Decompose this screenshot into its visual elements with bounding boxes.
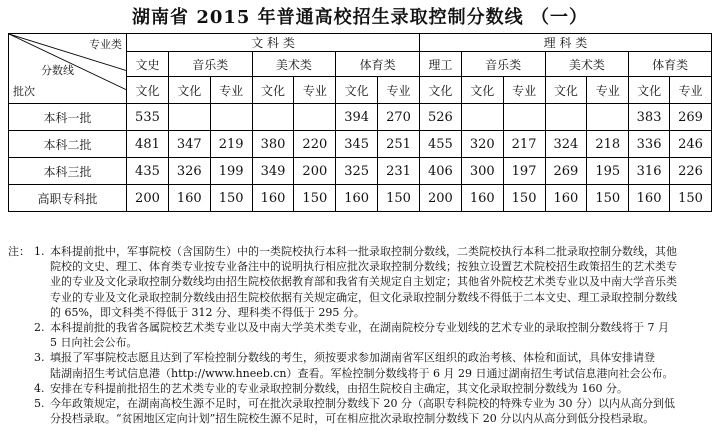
score-cell [503, 104, 545, 131]
note-number: 4. [34, 381, 45, 395]
subheader-cell: 文化 [127, 77, 169, 104]
note-line: 专业的专业及文化录取控制分数线由招生院校依据有关规定确定，但文化录取控制分数线不得低于二本文史、理工录取控制分数线 [50, 290, 677, 304]
score-cell [587, 104, 629, 131]
corner-label-major: 专业类 [89, 38, 123, 51]
note-number: 1. [34, 245, 45, 258]
score-cell: 218 [587, 131, 629, 158]
score-cell: 481 [127, 131, 169, 158]
score-cell: 383 [629, 104, 670, 131]
batch-label: 本科一批 [9, 104, 127, 131]
score-cell: 526 [419, 104, 461, 131]
category-header: 体育类 [629, 52, 712, 77]
score-cell: 200 [419, 185, 461, 212]
note-line: 的 65%，即文科类不得低于 312 分、理科类不得低于 295 分。 [50, 305, 365, 319]
score-cell: 455 [419, 131, 461, 158]
score-cell: 200 [294, 158, 336, 185]
batch-label: 本科二批 [9, 131, 127, 158]
score-cell: 349 [252, 158, 294, 185]
note-line: 5 日向社会公布。 [50, 336, 138, 350]
score-cell [294, 104, 336, 131]
note-number: 3. [34, 351, 45, 365]
score-cell: 199 [210, 158, 252, 185]
subheader-cell: 专业 [294, 77, 336, 104]
table-row [9, 185, 712, 212]
group-header-wen: 文 科 类 [127, 34, 420, 52]
subheader-cell: 文化 [252, 77, 294, 104]
note-line: 分投档录取。“贫困地区定向计划”招生院校生源不足时，可在相应批次录取控制分数线下 20 分以内从高分到低分投档录取。 [50, 412, 655, 426]
page-title: 湖南省 2015 年普通高校招生录取控制分数线 （一） [132, 7, 588, 28]
note-line: 陆湖南招生考试信息港（http://www.hneeb.cn）查看。军检控制分数线将于 6 月 29 日通过湖南招生考试信息港向社会公布。 [50, 366, 674, 380]
score-cell [252, 104, 294, 131]
score-cell: 226 [669, 158, 711, 185]
table-row [9, 104, 712, 131]
note-line: 本科提前批中，军事院校（含国防生）中的一类院校执行本科一批录取控制分数线，二类院校执行本科二批录取控制分数线，其他 [50, 245, 677, 258]
note-text [50, 396, 716, 426]
note-text [50, 350, 716, 380]
score-cell: 394 [336, 104, 378, 131]
corner-label-score: 分数线 [41, 64, 74, 77]
score-cell: 150 [294, 185, 336, 212]
score-cell: 231 [378, 158, 420, 185]
score-cell: 336 [629, 131, 670, 158]
corner-header-cell [9, 34, 127, 104]
score-cell: 300 [461, 158, 503, 185]
score-table [8, 33, 712, 212]
score-cell: 220 [294, 131, 336, 158]
score-cell: 326 [168, 158, 210, 185]
subheader-cell: 专业 [503, 77, 545, 104]
note-item [8, 320, 716, 350]
note-item [8, 381, 716, 396]
score-cell: 316 [629, 158, 670, 185]
score-cell: 150 [587, 185, 629, 212]
score-cell: 150 [503, 185, 545, 212]
score-cell [545, 104, 587, 131]
note-text [50, 381, 716, 396]
score-cell: 347 [168, 131, 210, 158]
subheader-cell: 专业 [378, 77, 420, 104]
score-cell: 345 [336, 131, 378, 158]
score-cell [210, 104, 252, 131]
subheader-cell: 专业 [669, 77, 711, 104]
note-item [8, 350, 716, 380]
note-number: 2. [34, 321, 45, 335]
subheader-cell: 文化 [419, 77, 461, 104]
score-cell [168, 104, 210, 131]
score-cell: 246 [669, 131, 711, 158]
score-cell: 197 [503, 158, 545, 185]
note-line: 本科提前批的我省各属院校艺术类专业以及中南大学美术类专业，在湖南院校分专业划线的艺术专业的录取控制分数线将于 7 月 [50, 321, 669, 335]
subheader-cell: 文化 [336, 77, 378, 104]
group-header-li: 理 科 类 [419, 34, 711, 52]
score-cell: 380 [252, 131, 294, 158]
score-cell: 324 [545, 131, 587, 158]
note-line: 安排在专科提前批招生的艺术类专业的专业录取控制分数线，由招生院校自主确定，其文化录取控制分数线为 160 分。 [50, 381, 628, 395]
score-cell: 406 [419, 158, 461, 185]
subheader-cell: 专业 [587, 77, 629, 104]
score-cell: 320 [461, 131, 503, 158]
category-header: 体育类 [336, 52, 420, 77]
note-text [50, 320, 716, 350]
score-cell: 270 [378, 104, 420, 131]
score-cell: 200 [127, 185, 169, 212]
category-header: 理工 [419, 52, 461, 77]
score-cell: 150 [210, 185, 252, 212]
category-header: 音乐类 [461, 52, 545, 77]
subheader-cell: 文化 [629, 77, 670, 104]
score-cell: 150 [669, 185, 711, 212]
note-line: 院校的文史、理工、体育类专业按专业备注中的说明执行相应批次录取控制分数线；按独立设置艺术院校招生政策招生的艺术类专 [50, 260, 677, 274]
batch-label: 高职专科批 [9, 185, 127, 212]
note-line: 业的专业及文化录取控制分数线均由招生院校依据教育部和我省有关规定自主划定；其他省外院校艺术类专业以及中南大学音乐类 [50, 275, 677, 289]
note-item [8, 396, 716, 426]
note-item [8, 244, 716, 320]
score-cell: 435 [127, 158, 169, 185]
note-line: 今年政策规定，在湖南高校生源不足时，可在批次录取控制分数线下 20 分（高职专科院校的特殊专业为 30 分）以内从高分到低 [50, 397, 675, 411]
score-cell: 195 [587, 158, 629, 185]
notes-section [8, 244, 716, 426]
score-cell: 160 [461, 185, 503, 212]
score-cell [461, 104, 503, 131]
score-cell: 269 [545, 158, 587, 185]
note-line: 填报了军事院校志愿且达到了军检控制分数线的考生，须按要求参加湖南省军区组织的政治考核、体检和面试，具体安排请登 [50, 351, 655, 365]
subheader-cell: 文化 [461, 77, 503, 104]
subheader-cell: 文化 [168, 77, 210, 104]
subheader-cell: 专业 [210, 77, 252, 104]
corner-label-batch: 批次 [13, 85, 35, 98]
score-cell: 160 [252, 185, 294, 212]
table-row [9, 158, 712, 185]
table-row [9, 131, 712, 158]
note-text [50, 244, 716, 320]
score-cell: 269 [669, 104, 711, 131]
note-number: 5. [34, 397, 45, 411]
score-cell: 251 [378, 131, 420, 158]
score-cell: 160 [545, 185, 587, 212]
score-cell: 160 [336, 185, 378, 212]
score-cell: 535 [127, 104, 169, 131]
batch-label: 本科三批 [9, 158, 127, 185]
category-header: 美术类 [545, 52, 629, 77]
score-cell: 160 [168, 185, 210, 212]
category-header: 美术类 [252, 52, 336, 77]
score-cell: 160 [629, 185, 670, 212]
subheader-cell: 文化 [545, 77, 587, 104]
notes-prefix: 注： [8, 245, 30, 258]
score-cell: 325 [336, 158, 378, 185]
score-cell: 219 [210, 131, 252, 158]
category-header: 文史 [127, 52, 169, 77]
score-cell: 217 [503, 131, 545, 158]
score-cell: 150 [378, 185, 420, 212]
category-header: 音乐类 [168, 52, 252, 77]
